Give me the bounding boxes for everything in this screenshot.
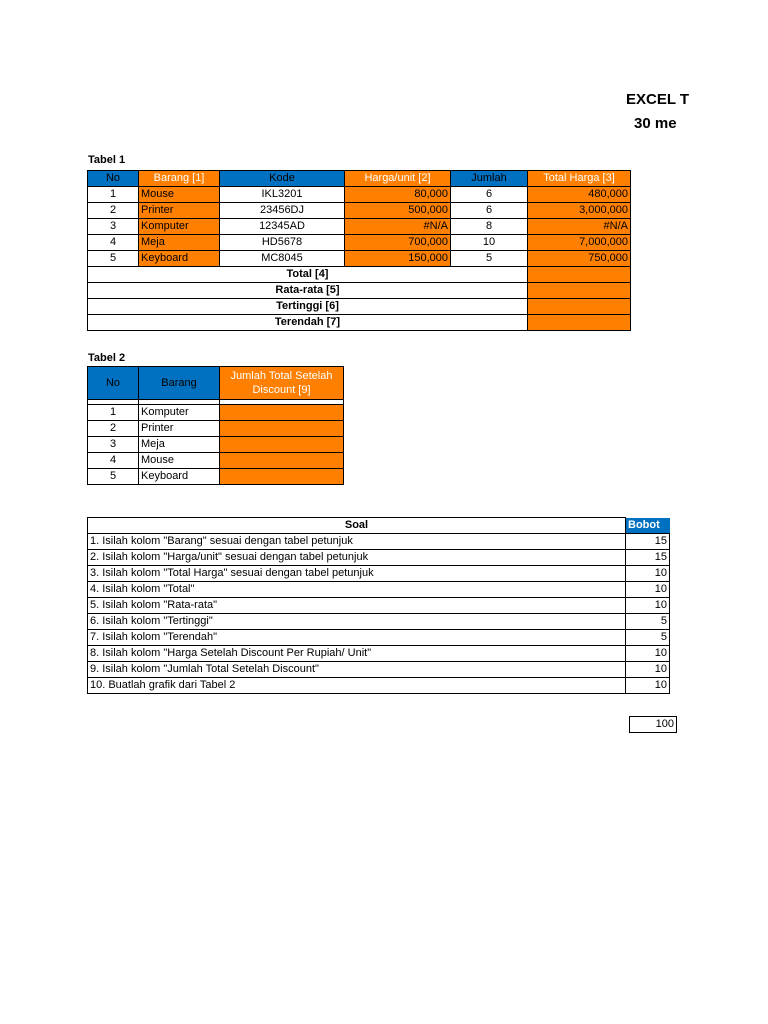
soal-header-row xyxy=(88,518,670,534)
col-header-kode[interactable]: Kode xyxy=(220,171,345,187)
cell-jumlah[interactable]: 5 xyxy=(451,251,528,267)
cell-barang[interactable]: Keyboard xyxy=(139,469,220,485)
summary-row-tertinggi xyxy=(88,299,631,315)
soal-bobot[interactable]: 10 xyxy=(626,598,670,614)
summary-cell-tertinggi[interactable] xyxy=(528,299,631,315)
soal-text[interactable]: 2. Isilah kolom "Harga/unit" sesuai dengan tabel petunjuk xyxy=(88,550,626,566)
cell-barang[interactable]: Komputer xyxy=(139,405,220,421)
col-header-no[interactable]: No xyxy=(88,367,139,400)
soal-text[interactable]: 6. Isilah kolom "Tertinggi" xyxy=(88,614,626,630)
cell-barang[interactable]: Komputer xyxy=(139,219,220,235)
cell-jumlah-total-discount[interactable] xyxy=(220,437,344,453)
cell-no[interactable]: 2 xyxy=(88,421,139,437)
cell-jumlah-total-discount[interactable] xyxy=(220,405,344,421)
cell-total-harga[interactable]: 3,000,000 xyxy=(528,203,631,219)
cell-no[interactable]: 3 xyxy=(88,219,139,235)
tabel2-caption: Tabel 2 xyxy=(88,352,126,364)
table-row xyxy=(88,534,670,550)
summary-row-terendah xyxy=(88,315,631,331)
cell-jumlah-total-discount[interactable] xyxy=(220,469,344,485)
table-row xyxy=(88,598,670,614)
tabel2-header-row xyxy=(88,367,344,400)
cell-no[interactable]: 4 xyxy=(88,235,139,251)
cell-no[interactable]: 2 xyxy=(88,203,139,219)
cell-jumlah[interactable]: 6 xyxy=(451,187,528,203)
tabel1-caption: Tabel 1 xyxy=(88,154,126,166)
table-row xyxy=(88,646,670,662)
tabel1-header-row xyxy=(88,171,631,187)
cell-barang[interactable]: Mouse xyxy=(139,453,220,469)
summary-cell-total[interactable] xyxy=(528,267,631,283)
cell-jumlah[interactable]: 10 xyxy=(451,235,528,251)
soal-text[interactable]: 5. Isilah kolom "Rata-rata" xyxy=(88,598,626,614)
table-row xyxy=(88,251,631,267)
cell-no[interactable]: 5 xyxy=(88,251,139,267)
table-row xyxy=(88,662,670,678)
cell-total-harga[interactable]: 750,000 xyxy=(528,251,631,267)
soal-bobot[interactable]: 5 xyxy=(626,614,670,630)
cell-barang[interactable]: Printer xyxy=(139,421,220,437)
summary-label-terendah: Terendah [7] xyxy=(88,315,528,331)
table-row xyxy=(88,235,631,251)
cell-total-harga[interactable]: #N/A xyxy=(528,219,631,235)
cell-barang[interactable]: Mouse xyxy=(139,187,220,203)
tabel2 xyxy=(87,366,344,485)
soal-text[interactable]: 4. Isilah kolom "Total" xyxy=(88,582,626,598)
soal-text[interactable]: 1. Isilah kolom "Barang" sesuai dengan tabel petunjuk xyxy=(88,534,626,550)
cell-total-harga[interactable]: 7,000,000 xyxy=(528,235,631,251)
soal-bobot[interactable]: 10 xyxy=(626,646,670,662)
col-header-jumlah[interactable]: Jumlah xyxy=(451,171,528,187)
cell-barang[interactable]: Meja xyxy=(139,235,220,251)
table-row xyxy=(88,582,670,598)
soal-bobot[interactable]: 10 xyxy=(626,582,670,598)
table-row xyxy=(88,566,670,582)
soal-bobot[interactable]: 10 xyxy=(626,678,670,694)
soal-bobot[interactable]: 15 xyxy=(626,534,670,550)
soal-bobot[interactable]: 15 xyxy=(626,550,670,566)
cell-jumlah-total-discount[interactable] xyxy=(220,421,344,437)
summary-label-tertinggi: Tertinggi [6] xyxy=(88,299,528,315)
table-row xyxy=(88,421,344,437)
col-header-harga[interactable]: Harga/unit [2] xyxy=(345,171,451,187)
tabel1 xyxy=(87,170,631,331)
table-row xyxy=(88,469,344,485)
page-title-line2: 30 me xyxy=(634,115,677,132)
cell-kode[interactable]: 23456DJ xyxy=(220,203,345,219)
cell-harga[interactable]: 700,000 xyxy=(345,235,451,251)
cell-harga[interactable]: 80,000 xyxy=(345,187,451,203)
bobot-total[interactable]: 100 xyxy=(629,716,677,733)
col-header-barang[interactable]: Barang xyxy=(139,367,220,400)
soal-text[interactable]: 7. Isilah kolom "Terendah" xyxy=(88,630,626,646)
summary-row-rata-rata xyxy=(88,283,631,299)
table-row xyxy=(88,203,631,219)
soal-text[interactable]: 8. Isilah kolom "Harga Setelah Discount Per Rupiah/ Unit" xyxy=(88,646,626,662)
table-row xyxy=(88,678,670,694)
cell-harga[interactable]: #N/A xyxy=(345,219,451,235)
bobot-header[interactable]: Bobot xyxy=(626,518,670,534)
soal-table xyxy=(87,517,670,694)
cell-barang[interactable]: Keyboard xyxy=(139,251,220,267)
soal-bobot[interactable]: 10 xyxy=(626,566,670,582)
cell-no[interactable]: 1 xyxy=(88,187,139,203)
cell-no[interactable]: 5 xyxy=(88,469,139,485)
cell-harga[interactable]: 150,000 xyxy=(345,251,451,267)
cell-jumlah-total-discount[interactable] xyxy=(220,453,344,469)
cell-barang[interactable]: Printer xyxy=(139,203,220,219)
table-row xyxy=(88,405,344,421)
col-header-no[interactable]: No xyxy=(88,171,139,187)
cell-barang[interactable]: Meja xyxy=(139,437,220,453)
summary-label-total: Total [4] xyxy=(88,267,528,283)
col-header-barang[interactable]: Barang [1] xyxy=(139,171,220,187)
cell-kode[interactable]: HD5678 xyxy=(220,235,345,251)
cell-no[interactable]: 1 xyxy=(88,405,139,421)
cell-jumlah[interactable]: 6 xyxy=(451,203,528,219)
summary-cell-terendah[interactable] xyxy=(528,315,631,331)
cell-kode[interactable]: IKL3201 xyxy=(220,187,345,203)
page-title-line1: EXCEL T xyxy=(626,91,690,108)
cell-total-harga[interactable]: 480,000 xyxy=(528,187,631,203)
table-row xyxy=(88,219,631,235)
soal-text[interactable]: 10. Buatlah grafik dari Tabel 2 xyxy=(88,678,626,694)
col-header-jumlah-total-discount[interactable]: Jumlah Total Setelah Discount [9] xyxy=(220,367,344,400)
summary-cell-rata-rata[interactable] xyxy=(528,283,631,299)
table-row xyxy=(88,550,670,566)
soal-text[interactable]: 3. Isilah kolom "Total Harga" sesuai dengan tabel petunjuk xyxy=(88,566,626,582)
soal-text[interactable]: 9. Isilah kolom "Jumlah Total Setelah Discount" xyxy=(88,662,626,678)
summary-row-total xyxy=(88,267,631,283)
soal-bobot[interactable]: 5 xyxy=(626,630,670,646)
cell-kode[interactable]: MC8045 xyxy=(220,251,345,267)
col-header-total-harga[interactable]: Total Harga [3] xyxy=(528,171,631,187)
cell-jumlah[interactable]: 8 xyxy=(451,219,528,235)
table-row xyxy=(88,187,631,203)
table-row xyxy=(88,630,670,646)
table-row xyxy=(88,614,670,630)
summary-label-rata-rata: Rata-rata [5] xyxy=(88,283,528,299)
cell-no[interactable]: 3 xyxy=(88,437,139,453)
table-row xyxy=(88,453,344,469)
cell-kode[interactable]: 12345AD xyxy=(220,219,345,235)
cell-harga[interactable]: 500,000 xyxy=(345,203,451,219)
cell-no[interactable]: 4 xyxy=(88,453,139,469)
soal-bobot[interactable]: 10 xyxy=(626,662,670,678)
soal-header[interactable]: Soal xyxy=(88,518,626,534)
table-row xyxy=(88,437,344,453)
